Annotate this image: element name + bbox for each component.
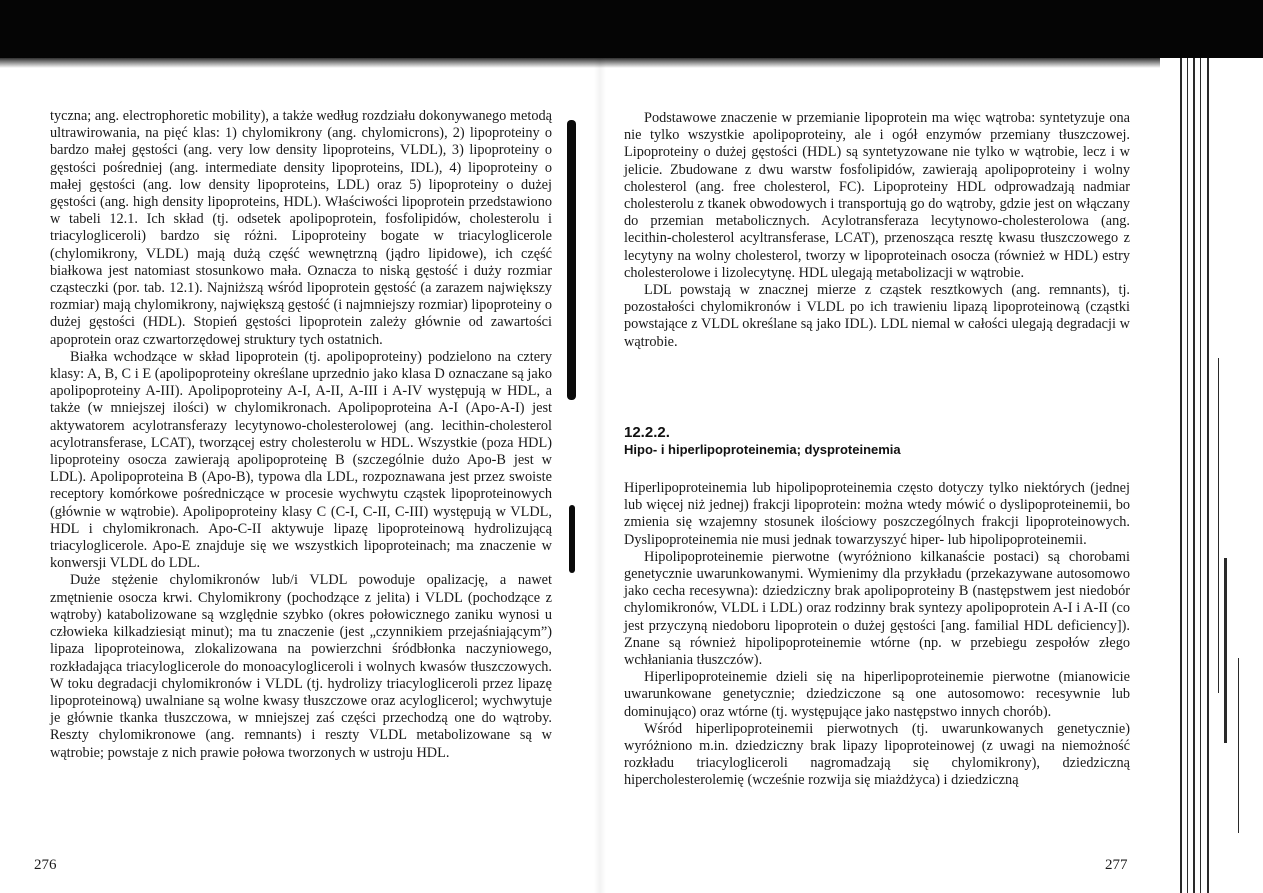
left-page-body [50, 108, 552, 762]
page-edge-line [1207, 58, 1209, 893]
left-page-number: 276 [34, 857, 57, 873]
section-title: Hipo- i hiperlipoproteinemia; dysproteinemia [624, 442, 901, 457]
right-paragraph-2: LDL powstają w znacznej mierze z cząstek resztkowych (ang. remnants), tj. pozostałości chylomikronów i VLDL po ich trawieniu lipazą lipoproteinową (cząstki powstające z VLDL określane są jako IDL). LDL niemal w całości ulegają degradacji w wątrobie. [624, 282, 1130, 350]
right-paragraph-4: Hipolipoproteinemie pierwotne (wyróżniono kilkanaście postaci) są chorobami genetycznie uwarunkowanymi. Wymienimy dla przykładu (przekazywane autosomowo jako cecha recesywna): dziedziczny brak apolipoproteiny B (następstwem jest niedobór chylomikronów, VLDL i LDL) oraz rodzinny brak syntezy apolipoprotein A-I i A-II (co jest przyczyną niedoboru lipoprotein o dużej gęstości [ang. familial HDL deficiency]). Znane są również hipolipoproteinemie wtórne (np. w przebiegu zespołów złego wchłaniania tłuszczów). [624, 548, 1130, 669]
left-paragraph-2: Białka wchodzące w skład lipoprotein (tj. apolipoproteiny) podzielono na cztery klasy: A, B, C i E (apolipoproteiny określane uprzednio jako klasa D oznaczane są jako apolipoproteiny A-III). Apolipoproteiny A-I, A-II, A-III i A-IV występują w HDL, a także (w mniejszej ilości) w chylomikronach. Apolipoproteina A-I (Apo-A-I) jest aktywatorem acylotransferazy lecytynowo-cholesterolowej (ang. lecithin-cholesterol acylotransferase, LCAT), tworzącej estry cholesterolu w HDL. Wszystkie (poza HDL) lipoproteiny osocza zawierają apolipoproteinę B (szczególnie dużo Apo-B jest w LDL). Apolipoproteina B (Apo-B), typowa dla LDL, rozpoznawana jest przez swoiste receptory komórkowe pośredniczące w procesie wychwytu cząstek lipoproteinowych (głównie w wątrobie). Apolipoproteiny klasy C (C-I, C-II, C-III) występują w VLDL, HDL i chylomikronach. Apo-C-II aktywuje lipazę lipoproteinową hydrolizującą triacyloglicerole. Apo-E znajduje się we wszystkich lipoproteinach; ma znaczenie w konwersji VLDL do LDL. [50, 348, 552, 572]
margin-bleed-mark-small [569, 505, 575, 573]
right-paragraph-6: Wśród hiperlipoproteinemii pierwotnych (tj. uwarunkowanych genetycznie) wyróżniono m.in. dziedziczny brak lipazy lipoproteinowej (z uwagi na niemożność rozkładu triacylogliceroli nagromadzają się chylomikrony), dziedziczną hipercholesterolemię (wcześnie rozwija się miażdżyca) i dziedziczną [624, 720, 1130, 789]
section-heading [624, 424, 901, 458]
page-edge-line [1180, 58, 1182, 893]
left-page [0, 0, 600, 893]
page-edge-line [1218, 358, 1219, 693]
right-page [600, 0, 1160, 893]
right-paragraph-5: Hiperlipoproteinemie dzieli się na hiperlipoproteinemie pierwotne (mianowicie uwarunkowane genetycznie; dziedziczone są one autosomowo: recesywnie lub dominująco) oraz wtórne (tj. występujące jako następstwo innych chorób). [624, 669, 1130, 720]
right-page-body-top [624, 110, 1130, 351]
right-page-number: 277 [1105, 857, 1128, 873]
margin-bleed-mark [567, 120, 576, 400]
right-page-body-bottom [624, 480, 1130, 790]
right-paragraph-1: Podstawowe znaczenie w przemianie lipoprotein ma więc wątroba: syntetyzuje ona nie tylko wszystkie apolipoproteiny, ale i ogół enzymów przemiany tłuszczowej. Lipoproteiny o dużej gęstości (HDL) są syntetyzowane nie tylko w wątrobie, lecz i w jelicie. Zbudowane z dwu warstw fosfolipidów, zawierają apolipoproteiny i wolny cholesterol (ang. free cholesterol, FC). Lipoproteiny HDL odprowadzają nadmiar cholesterolu z tkanek obwodowych i transportują go do wątroby, gdzie jest on włączany do przemian metabolicznych. Acylotransferaza lecytynowo-cholesterolowa (ang. lecithin-cholesterol acyltransferase, LCAT), przenosząca resztę kwasu tłuszczowego z lecytyny na wolny cholesterol, tworzy w lipoproteinach osocza (również w HDL) estry cholesterolowe i lizolecytynę. HDL ulegają metabolizacji w wątrobie. [624, 110, 1130, 281]
right-paragraph-3: Hiperlipoproteinemia lub hipolipoproteinemia często dotyczy tylko niektórych (jednej lub więcej niż jednej) frakcji lipoprotein: można wtedy mówić o dyslipoproteinemii, bo zmienia się wzajemny stosunek ilościowy poszczególnych frakcji lipoproteinowych. Dyslipoproteinemia nie musi jednak towarzyszyć hiper- lub hipolipoproteinemii. [624, 480, 1130, 548]
page-edge-line [1200, 58, 1201, 893]
page-edge-line [1238, 658, 1239, 833]
left-paragraph-3: Duże stężenie chylomikronów lub/i VLDL powoduje opalizację, a nawet zmętnienie osocza krwi. Chylomikrony (pochodzące z jelita) i VLDL (pochodzące z wątroby) katabolizowane są względnie szybko (okres połowicznego zaniku wynosi u człowieka kilkadziesiąt minut); ma tu znaczenie (jest „czynnikiem przejaśniającym”) lipaza lipoproteinowa, zlokalizowana na powierzchni śródbłonka naczyniowego, rozkładająca triacyloglicerole do monoacylogliceroli i wolnych kwasów tłuszczowych. W toku degradacji chylomikronów i VLDL (tj. hydrolizy triacylogliceroli przez lipazę lipoproteinową) uwalniane są wolne kwasy tłuszczowe oraz acyloglicerol; wychwytuje je głównie tkanka tłuszczowa, w mniejszej zaś części przechodzą one do wątroby. Reszty chylomikronowe (ang. remnants) i reszty VLDL metabolizowane są w wątrobie; powstaje z nich prawie połowa tworzonych w ustroju HDL. [50, 572, 552, 761]
book-page-edges [1160, 58, 1263, 893]
page-edge-line [1193, 58, 1195, 893]
page-edge-line [1187, 58, 1188, 893]
page-edge-line [1224, 558, 1227, 743]
section-number: 12.2.2. [624, 424, 670, 441]
left-paragraph-1: tyczna; ang. electrophoretic mobility), a także według rozdziału dokonywanego metodą ultrawirowania, na pięć klas: 1) chylomikrony (ang. chylomicrons), 2) lipoproteiny o bardzo małej gęstości (ang. very low density lipoproteins, VLDL), 3) lipoproteiny o gęstości pośredniej (ang. intermediate density lipoproteins, IDL), 4) lipoproteiny o małej gęstości (ang. low density lipoproteins, LDL) oraz 5) lipoproteiny o dużej gęstości (ang. high density lipoproteins, HDL). Właściwości lipoprotein przedstawiono w tabeli 12.1. Ich skład (tj. odsetek apolipoprotein, fosfolipidów, cholesterolu i triacylogliceroli) bardzo się różni. Lipoproteiny bogate w triacyloglicerole (chylomikrony, VLDL) mają dużą część wewnętrzną (jądro lipidowe), ich część białkowa jest natomiast stosunkowo mała. Oznacza to niską gęstość i duży rozmiar cząsteczki (por. tab. 12.1). Najniższą wśród lipoprotein gęstość (a zarazem największy rozmiar) mają chylomikrony, największą gęstość (i najmniejszy rozmiar) lipoproteiny o dużej gęstości (HDL). Stopień gęstości lipoprotein zależy głównie od zawartości apoprotein oraz czwartorzędowej struktury tych ostatnich. [50, 108, 552, 348]
